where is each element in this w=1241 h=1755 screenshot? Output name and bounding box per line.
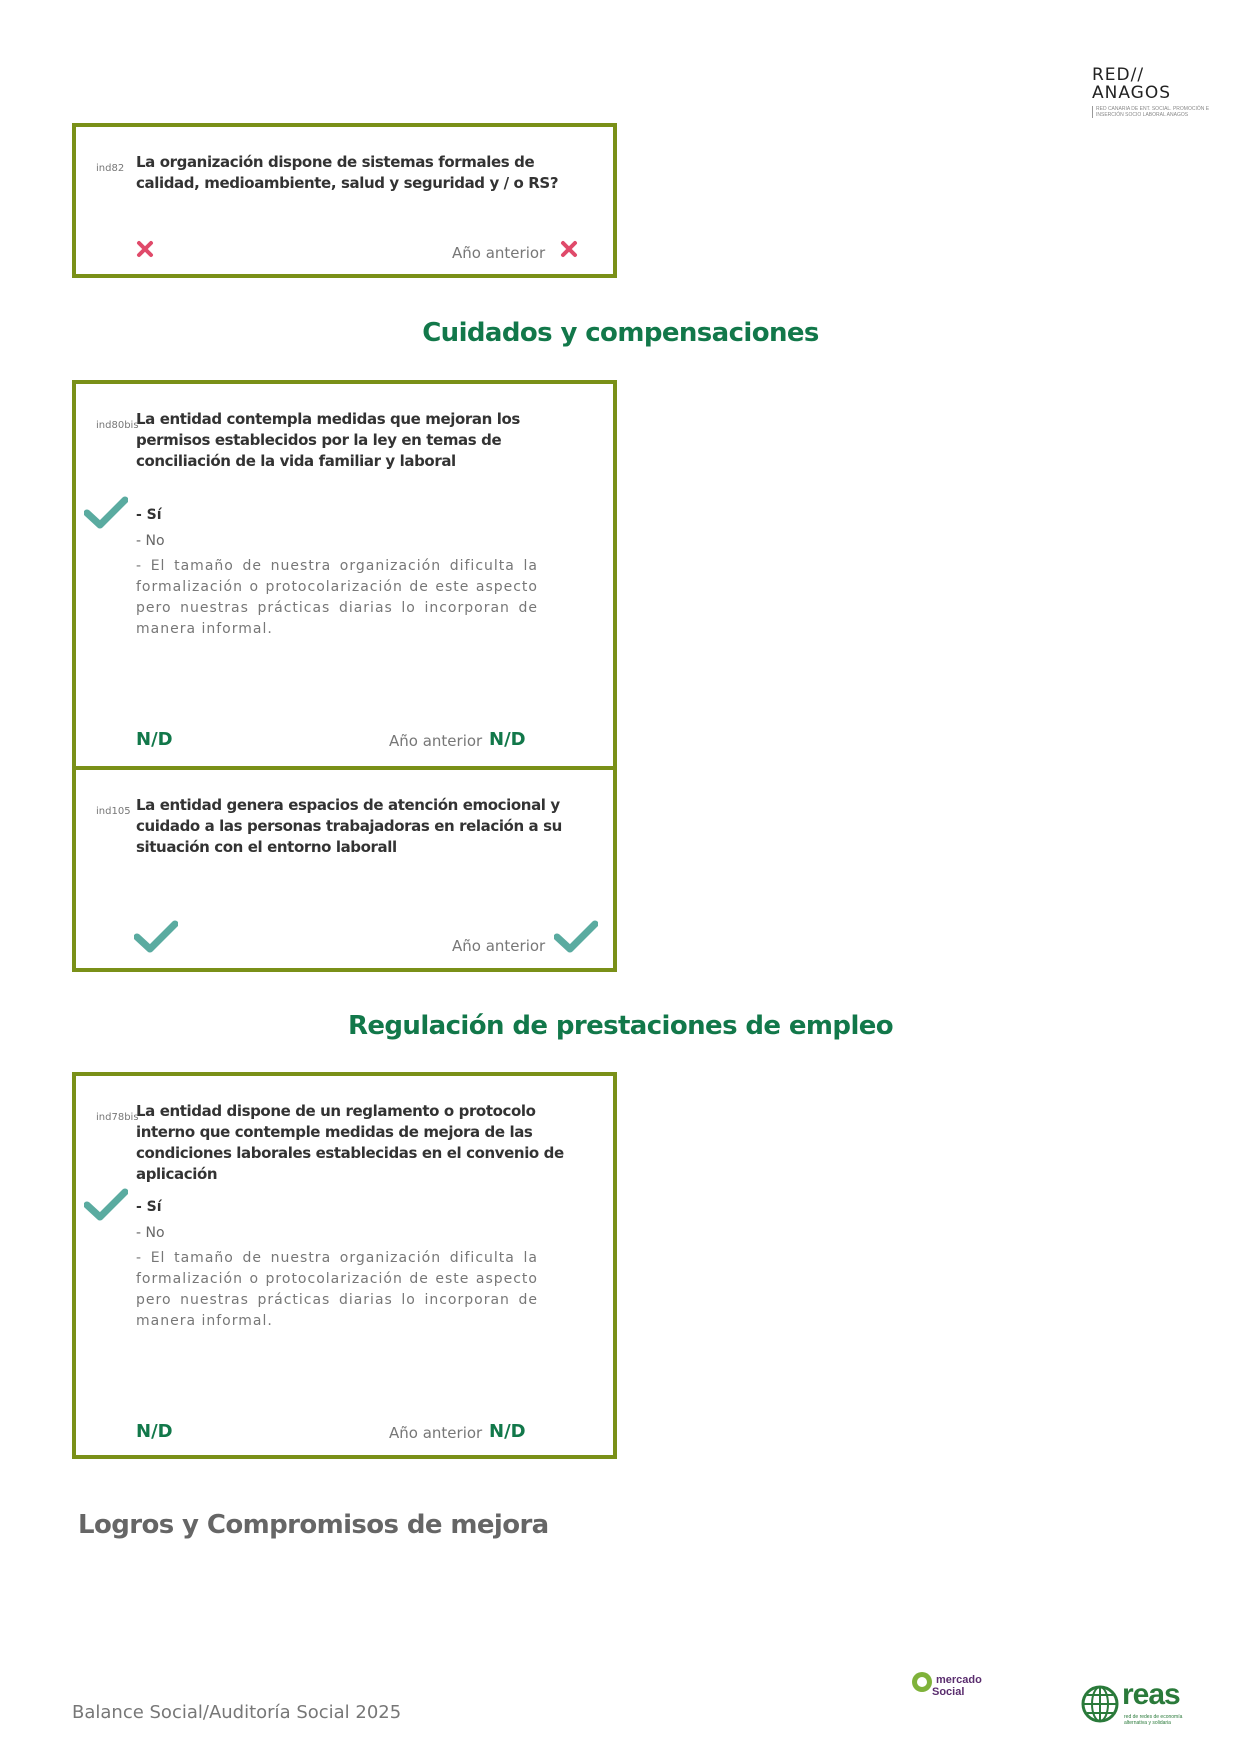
indicator-question: La organización dispone de sistemas formales de calidad, medioambiente, salud y seguridad y / o RS? [136,153,559,192]
option-no: - No [136,533,165,549]
option-no: - No [136,1225,165,1241]
option-si: - Sí [136,1199,162,1215]
option-informal: - El tamaño de nuestra organización dificulta la formalización o protocolarización de este aspecto pero nuestras prácticas diarias lo incorporan de manera informal. [136,1250,538,1329]
section-title-regulacion: Regulación de prestaciones de empleo [347,1011,894,1041]
current-value: N/D [136,1421,173,1442]
indicator-code: ind80bis [96,420,139,431]
indicator-card-ind80bis [72,380,617,771]
option-si: - Sí [136,507,162,523]
previous-year-label: Año anterior [389,732,483,750]
logo-line2: ANAGOS [1092,83,1172,103]
globe-icon [1080,1684,1120,1724]
current-value: N/D [136,729,173,750]
section-title-cuidados: Cuidados y compensaciones [422,318,819,348]
reas-name: reas [1122,1678,1180,1711]
indicator-question: La entidad dispone de un reglamento o protocolo interno que contemple medidas de mejora de las condiciones laborales establecidas en el convenio de aplicación [136,1102,564,1183]
check-icon [84,496,128,530]
logo-line1: RED// [1092,65,1145,85]
reas-logo [1080,1678,1200,1728]
mercado-social-logo [910,1670,990,1704]
footer-text: Balance Social/Auditoría Social 2025 [72,1702,402,1723]
previous-value: N/D [489,729,526,750]
mercado-line2: Social [932,1686,965,1698]
reas-tagline: red de redes de economía alternativa y solidaria [1124,1714,1183,1726]
mercado-line1: mercado [936,1674,982,1686]
section-title-logros: Logros y Compromisos de mejora [78,1510,549,1540]
indicator-card-ind82 [72,123,617,278]
previous-year-label: Año anterior [452,937,546,955]
indicator-question: La entidad genera espacios de atención emocional y cuidado a las personas trabajadoras en relación a su situación con el entorno laborall [136,796,562,856]
previous-year-label: Año anterior [452,244,546,262]
check-icon [134,920,178,954]
check-icon [84,1188,128,1222]
check-icon [554,920,598,954]
previous-value: N/D [489,1421,526,1442]
indicator-code: ind105 [96,806,131,817]
logo-line3: RED CANARIA DE ENT. SOCIAL. PROMOCIÓN E INSERCIÓN SOCIO LABORAL ANAGOS [1092,106,1212,118]
indicator-card-ind105 [72,766,617,972]
indicator-code: ind78bis [96,1112,139,1123]
red-anagos-logo [1092,66,1212,122]
option-informal: - El tamaño de nuestra organización dificulta la formalización o protocolarización de este aspecto pero nuestras prácticas diarias lo incorporan de manera informal. [136,558,538,637]
previous-year-label: Año anterior [389,1424,483,1442]
indicator-question: La entidad contempla medidas que mejoran los permisos establecidos por la ley en temas de conciliación de la vida familiar y laboral [136,410,520,470]
indicator-code: ind82 [96,163,125,174]
cross-icon [136,240,154,258]
indicator-card-ind78bis [72,1072,617,1459]
cross-icon [560,240,578,258]
